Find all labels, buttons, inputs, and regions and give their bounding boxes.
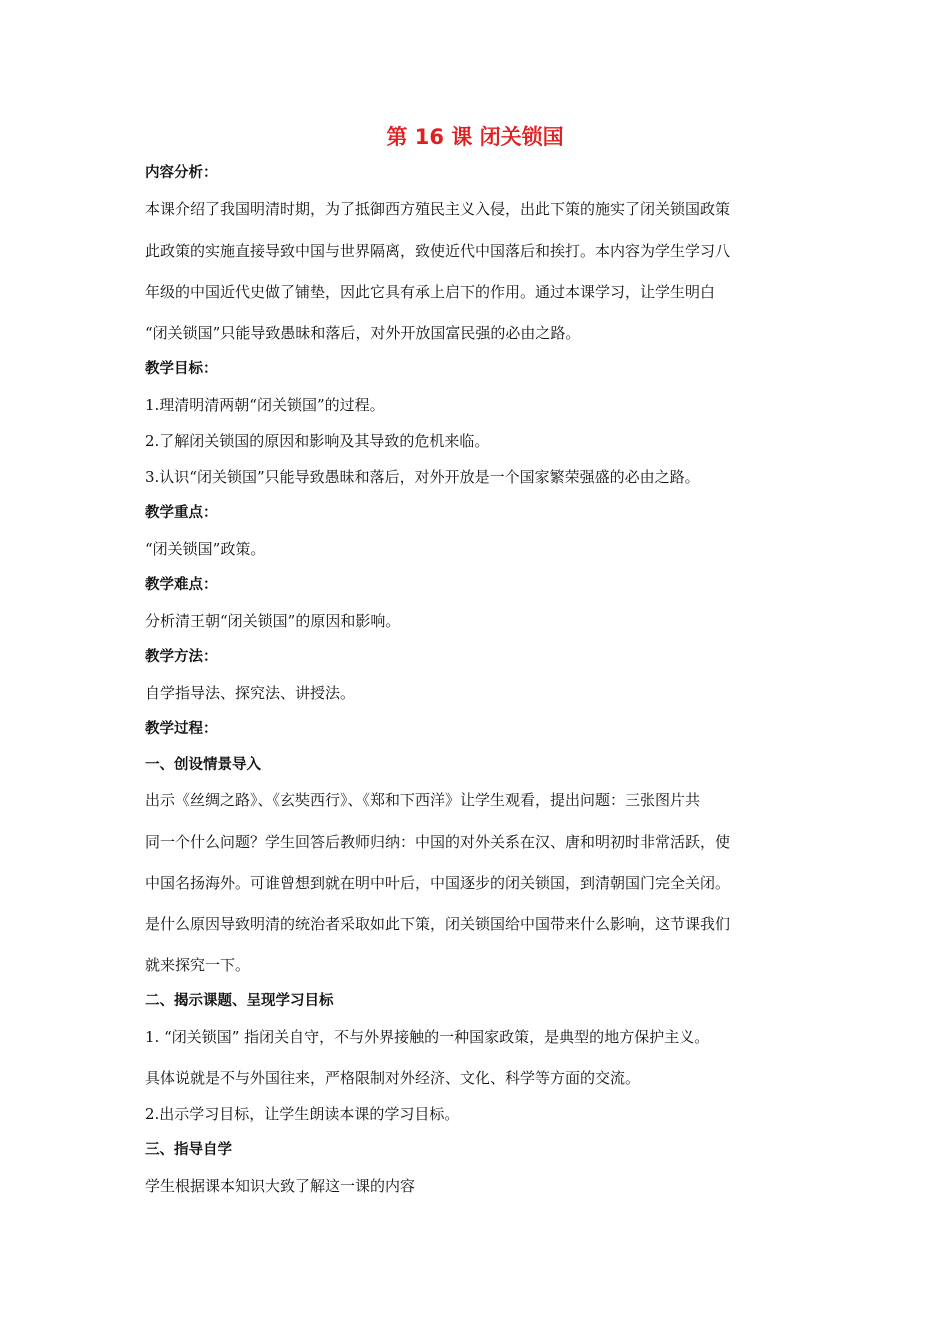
difficulties-heading: 教学难点： xyxy=(145,577,218,593)
section-heading: 一、创设情景导入 xyxy=(145,757,261,773)
section-line: 就来探究一下。 xyxy=(145,956,251,974)
goal-item: 1.理清明清两朝“闭关锁国”的过程。 xyxy=(145,396,385,414)
key-points-heading: 教学重点： xyxy=(145,505,218,521)
difficulties-text: 分析清王朝“闭关锁国”的原因和影响。 xyxy=(145,612,401,630)
goals-heading: 教学目标： xyxy=(145,361,218,377)
section-heading: 二、揭示课题、呈现学习目标 xyxy=(145,993,334,1009)
section-line: 同一个什么问题？学生回答后教师归纳：中国的对外关系在汉、唐和明初时非常活跃，使 xyxy=(145,833,731,851)
content-analysis-heading: 内容分析： xyxy=(145,165,218,181)
methods-heading: 教学方法： xyxy=(145,649,218,665)
section-line: 学生根据课本知识大致了解这一课的内容 xyxy=(145,1177,416,1195)
section-line: 出示《丝绸之路》、《玄奘西行》、《郑和下西洋》让学生观看，提出问题：三张图片共 xyxy=(145,791,701,809)
section-line: 是什么原因导致明清的统治者采取如此下策，闭关锁国给中国带来什么影响，这节课我们 xyxy=(145,915,731,933)
key-points-text: “闭关锁国”政策。 xyxy=(145,540,266,558)
section-line: 1. “闭关锁国” 指闭关自守，不与外界接触的一种国家政策，是典型的地方保护主义。 xyxy=(145,1028,710,1046)
methods-text: 自学指导法、探究法、讲授法。 xyxy=(145,684,356,702)
lesson-title: 第 16 课 闭关锁国 xyxy=(386,125,564,149)
section-line: 具体说就是不与外国往来，严格限制对外经济、文化、科学等方面的交流。 xyxy=(145,1069,641,1087)
section-line: 2.出示学习目标，让学生朗读本课的学习目标。 xyxy=(145,1105,460,1123)
section-line: 中国名扬海外。可谁曾想到就在明中叶后，中国逐步的闭关锁国，到清朝国门完全关闭。 xyxy=(145,874,731,892)
process-heading: 教学过程： xyxy=(145,721,218,737)
content-analysis-line: “闭关锁国”只能导致愚昧和落后，对外开放国富民强的必由之路。 xyxy=(145,324,581,342)
section-heading: 三、指导自学 xyxy=(145,1142,232,1158)
content-analysis-line: 本课介绍了我国明清时期，为了抵御西方殖民主义入侵，出此下策的施实了闭关锁国政策 xyxy=(145,200,731,218)
goal-item: 2.了解闭关锁国的原因和影响及其导致的危机来临。 xyxy=(145,432,490,450)
content-analysis-line: 年级的中国近代史做了铺垫，因此它具有承上启下的作用。通过本课学习，让学生明白 xyxy=(145,283,716,301)
goal-item: 3.认识“闭关锁国”只能导致愚昧和落后，对外开放是一个国家繁荣强盛的必由之路。 xyxy=(145,468,700,486)
content-analysis-line: 此政策的实施直接导致中国与世界隔离，致使近代中国落后和挨打。本内容为学生学习八 xyxy=(145,242,731,260)
